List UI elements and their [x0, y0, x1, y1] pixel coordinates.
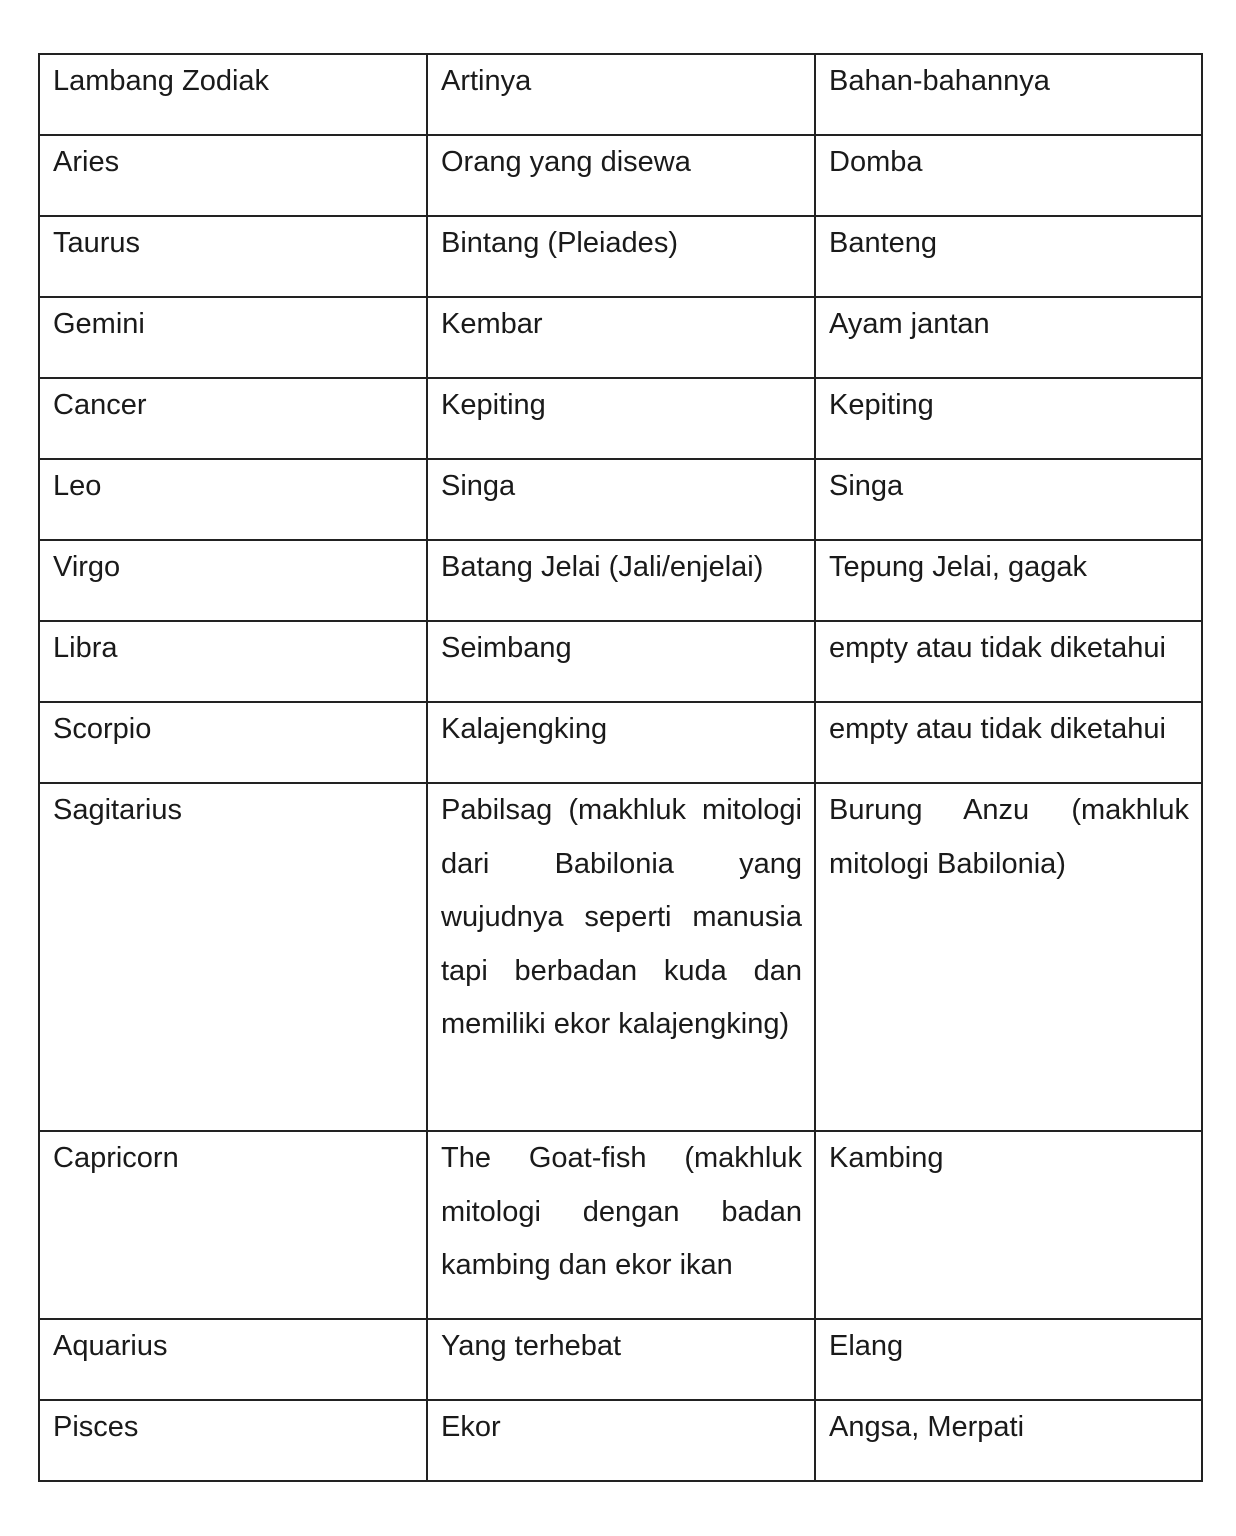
table-row — [39, 216, 1202, 297]
table-row — [39, 702, 1202, 783]
header-cell-bahan-bahannya: Bahan-bahannya — [815, 54, 1202, 135]
cell-zodiac: Pisces — [39, 1400, 427, 1481]
cell-meaning: Kembar — [427, 297, 815, 378]
cell-ingredients: Banteng — [815, 216, 1202, 297]
cell-meaning: Seimbang — [427, 621, 815, 702]
cell-meaning: Batang Jelai (Jali/enjelai) — [427, 540, 815, 621]
cell-zodiac: Leo — [39, 459, 427, 540]
cell-ingredients: Burung Anzu (makhluk mitologi Babilonia) — [815, 783, 1202, 1131]
header-cell-artinya: Artinya — [427, 54, 815, 135]
cell-ingredients: Kepiting — [815, 378, 1202, 459]
table-row — [39, 1131, 1202, 1319]
cell-zodiac: Capricorn — [39, 1131, 427, 1319]
cell-ingredients: Angsa, Merpati — [815, 1400, 1202, 1481]
cell-meaning: Singa — [427, 459, 815, 540]
cell-zodiac: Aquarius — [39, 1319, 427, 1400]
cell-zodiac: Libra — [39, 621, 427, 702]
cell-meaning: Orang yang disewa — [427, 135, 815, 216]
zodiac-table — [38, 53, 1203, 1482]
cell-zodiac: Cancer — [39, 378, 427, 459]
table-row — [39, 1319, 1202, 1400]
cell-zodiac: Gemini — [39, 297, 427, 378]
cell-meaning: Kalajengking — [427, 702, 815, 783]
cell-ingredients: Elang — [815, 1319, 1202, 1400]
cell-ingredients: Kambing — [815, 1131, 1202, 1319]
cell-ingredients: empty atau tidak diketahui — [815, 621, 1202, 702]
table-row — [39, 783, 1202, 1131]
table-row — [39, 621, 1202, 702]
cell-ingredients: empty atau tidak diketahui — [815, 702, 1202, 783]
cell-zodiac: Sagitarius — [39, 783, 427, 1131]
cell-ingredients: Domba — [815, 135, 1202, 216]
cell-zodiac: Taurus — [39, 216, 427, 297]
cell-zodiac: Virgo — [39, 540, 427, 621]
table-row — [39, 297, 1202, 378]
table-row — [39, 540, 1202, 621]
cell-meaning: Bintang (Pleiades) — [427, 216, 815, 297]
cell-ingredients: Ayam jantan — [815, 297, 1202, 378]
table-row — [39, 459, 1202, 540]
header-cell-lambang-zodiak: Lambang Zodiak — [39, 54, 427, 135]
cell-zodiac: Scorpio — [39, 702, 427, 783]
cell-meaning: Pabilsag (makhluk mitologi dari Babilonia yang wujudnya seperti manusia tapi berbadan kuda dan memiliki ekor kalajengking) — [427, 783, 815, 1131]
cell-ingredients: Tepung Jelai, gagak — [815, 540, 1202, 621]
table-header-row — [39, 54, 1202, 135]
cell-meaning: The Goat-fish (makhluk mitologi dengan badan kambing dan ekor ikan — [427, 1131, 815, 1319]
cell-zodiac: Aries — [39, 135, 427, 216]
cell-meaning: Yang terhebat — [427, 1319, 815, 1400]
cell-meaning: Ekor — [427, 1400, 815, 1481]
cell-meaning: Kepiting — [427, 378, 815, 459]
table-row — [39, 1400, 1202, 1481]
table-row — [39, 135, 1202, 216]
cell-ingredients: Singa — [815, 459, 1202, 540]
table-row — [39, 378, 1202, 459]
